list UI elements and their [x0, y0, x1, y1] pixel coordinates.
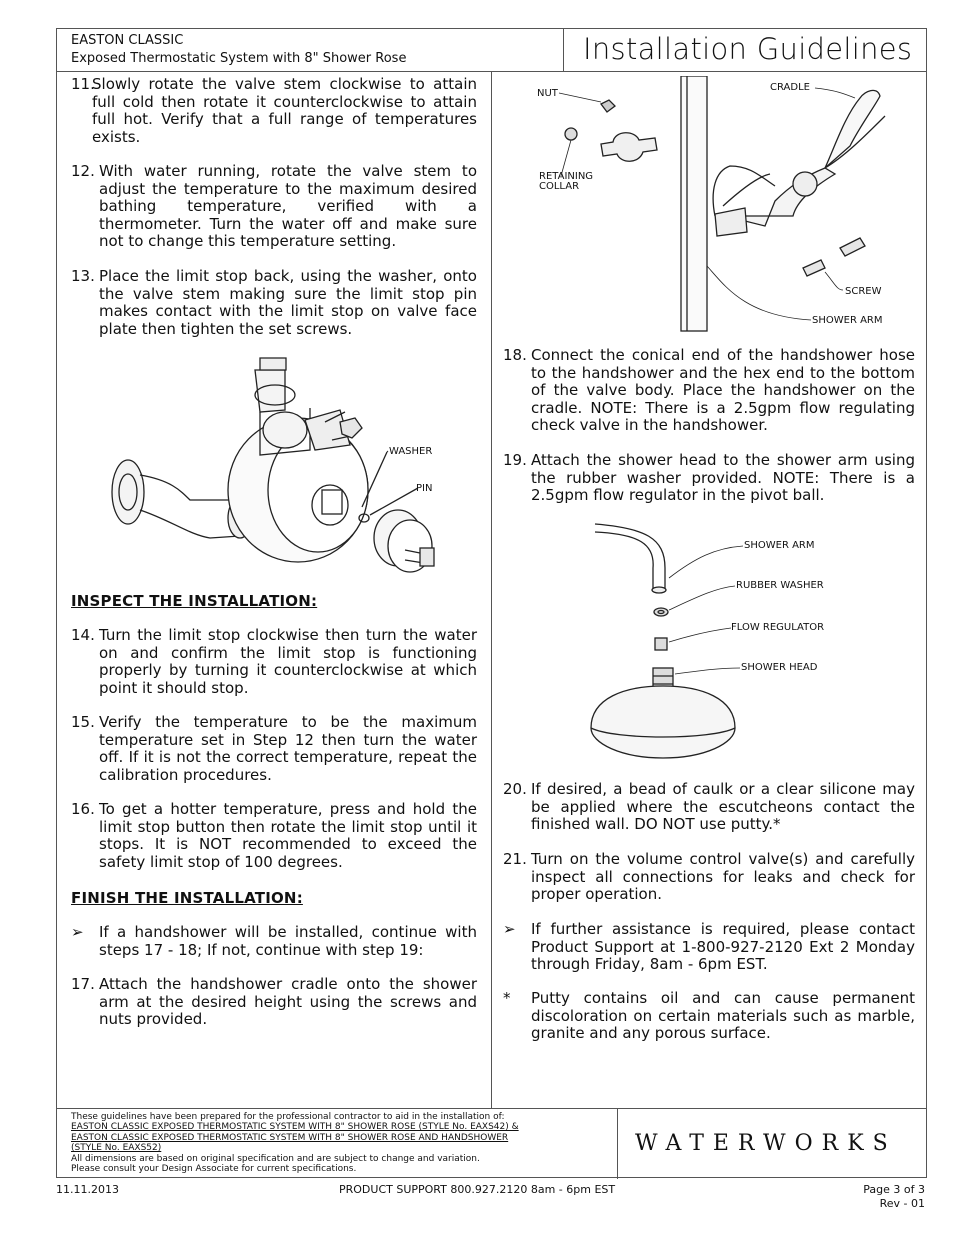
support-bullet	[503, 921, 915, 974]
label-retaining: RETAINING	[539, 171, 594, 182]
disclaimer-product-2-style: (STYLE No. EAXS52)	[71, 1143, 162, 1154]
step-text: Verify the temperature to be the maximum temperature set in Step 12 then turn the water off. If it is not the correct temperature, repeat the calibration procedures.	[99, 713, 477, 784]
column-divider	[491, 72, 492, 1108]
step-12	[71, 163, 477, 251]
step-number: 13.	[71, 267, 95, 285]
disclaimer-line: All dimensions are based on original specification and are subject to change and variation.	[71, 1153, 480, 1164]
step-16	[71, 801, 477, 871]
step-text: Place the limit stop back, using the washer, onto the valve stem making sure the limit stop pin makes contact with the limit stop on valve face plate then tighten the set screws.	[99, 267, 477, 338]
step-19	[503, 452, 915, 505]
footer-date: 11.11.2013	[56, 1183, 119, 1196]
disclaimer-line: These guidelines have been prepared for the professional contractor to aid in the installation of:	[71, 1112, 505, 1122]
step-number: 19.	[503, 451, 527, 469]
label-shower-arm: SHOWER ARM	[812, 315, 883, 326]
disclaimer-product-2: EASTON CLASSIC EXPOSED THERMOSTATIC SYSTEM WITH 8" SHOWER ROSE AND HANDSHOWER	[71, 1132, 509, 1143]
step-number: 15.	[71, 713, 95, 731]
page-number: Page 3 of 3	[863, 1183, 925, 1196]
step-21	[503, 851, 915, 904]
step-number: 12.	[71, 162, 95, 180]
footer-box	[57, 1108, 926, 1178]
putty-note	[503, 990, 915, 1043]
arrow-bullet-icon: ➢	[503, 920, 516, 938]
step-number: 11.	[71, 75, 95, 93]
label-screw: SCREW	[845, 286, 882, 297]
step-text: Turn the limit stop clockwise then turn the water on and confirm the limit stop is functioning properly by turning it counterclockwise at which point it should stop.	[99, 626, 477, 697]
step-number: 18.	[503, 346, 527, 364]
footer-disclaimer	[71, 1112, 611, 1174]
label-pin: PIN	[416, 483, 433, 494]
product-name: Exposed Thermostatic System with 8" Shower Rose	[71, 51, 407, 66]
label-flow-regulator: FLOW REGULATOR	[731, 622, 825, 633]
step-15	[71, 714, 477, 784]
bullet-text: If further assistance is required, please contact Product Support at 1-800-927-2120 Ext 2 Monday through Friday, 8am - 6pm EST.	[531, 920, 915, 973]
label-nut: NUT	[537, 88, 558, 99]
step-number: 16.	[71, 800, 95, 818]
step-13	[71, 268, 477, 338]
page-title: Installation Guidelines	[583, 32, 913, 66]
step-text: To get a hotter temperature, press and hold the limit stop button then rotate the limit stop until it stops. It is NOT recommended to exceed the safety limit stop of 100 degrees.	[99, 800, 477, 871]
footer-support: PRODUCT SUPPORT 800.927.2120 8am - 6pm EST	[339, 1183, 616, 1196]
step-number: 20.	[503, 780, 527, 798]
bullet-text: If a handshower will be installed, continue with steps 17 - 18; If not, continue with step 19:	[99, 923, 477, 959]
valve-limit-stop-illustration	[100, 350, 445, 580]
footer-page-info	[863, 1183, 925, 1211]
disclaimer-line: Please consult your Design Associate for current specifications.	[71, 1164, 357, 1175]
label-rubber-washer: RUBBER WASHER	[736, 580, 824, 591]
header-divider	[563, 29, 564, 72]
waterworks-logo: WATERWORKS	[635, 1131, 897, 1156]
step-17	[71, 976, 477, 1029]
step-number: 17.	[71, 975, 95, 993]
step-text: Turn on the volume control valve(s) and carefully inspect all connections for leaks and check for proper operation.	[531, 850, 915, 903]
header	[57, 29, 926, 72]
heading-finish: FINISH THE INSTALLATION:	[71, 889, 303, 907]
label-shower-head: SHOWER HEAD	[741, 662, 818, 673]
handshower-bullet	[71, 924, 477, 959]
heading-inspect: INSPECT THE INSTALLATION:	[71, 592, 318, 610]
label-cradle: CRADLE	[770, 82, 810, 93]
step-11	[71, 76, 477, 146]
label-collar: COLLAR	[539, 181, 580, 192]
product-line: EASTON CLASSIC	[71, 33, 184, 48]
footer-divider	[617, 1109, 618, 1179]
step-18	[503, 347, 915, 435]
arrow-bullet-icon: ➢	[71, 923, 84, 941]
shower-head-illustration	[585, 518, 845, 768]
revision: Rev - 01	[879, 1197, 925, 1210]
step-text: Slowly rotate the valve stem clockwise to attain full cold then rotate it counterclockwise to attain full hot. Verify that a full range of temperatures exists.	[92, 75, 477, 146]
step-20	[503, 781, 915, 834]
step-number: 14.	[71, 626, 95, 644]
step-text: Connect the conical end of the handshower hose to the handshower and the hex end to the bottom of the valve body. Place the handshower on the cradle. NOTE: There is a 2.5gpm flow regulating check valve in the handshower.	[531, 346, 915, 434]
step-text: Attach the shower head to the shower arm using the rubber washer provided. NOTE: There is a 2.5gpm flow regulator in the pivot ball.	[531, 451, 915, 504]
asterisk-mark: *	[503, 989, 511, 1007]
disclaimer-product-1: EASTON CLASSIC EXPOSED THERMOSTATIC SYSTEM WITH 8" SHOWER ROSE (STYLE No. EAXS42) &	[71, 1122, 519, 1133]
label-washer: WASHER	[389, 446, 433, 457]
step-number: 21.	[503, 850, 527, 868]
step-14	[71, 627, 477, 697]
label-shower-arm-2: SHOWER ARM	[744, 540, 815, 551]
step-text: If desired, a bead of caulk or a clear silicone may be applied where the escutcheons contact the finished wall. DO NOT use putty.*	[531, 780, 915, 833]
cradle-assembly-illustration	[535, 76, 915, 338]
step-text: Attach the handshower cradle onto the shower arm at the desired height using the screws and nuts provided.	[99, 975, 477, 1028]
step-text: With water running, rotate the valve stem to adjust the temperature to the maximum desired bathing temperature, verified with a thermometer. Turn the water off and make sure not to change this temperature setting.	[99, 162, 477, 250]
note-text: Putty contains oil and can cause permanent discoloration on certain materials such as marble, granite and any porous surface.	[531, 989, 915, 1042]
header-product-info	[71, 32, 406, 68]
